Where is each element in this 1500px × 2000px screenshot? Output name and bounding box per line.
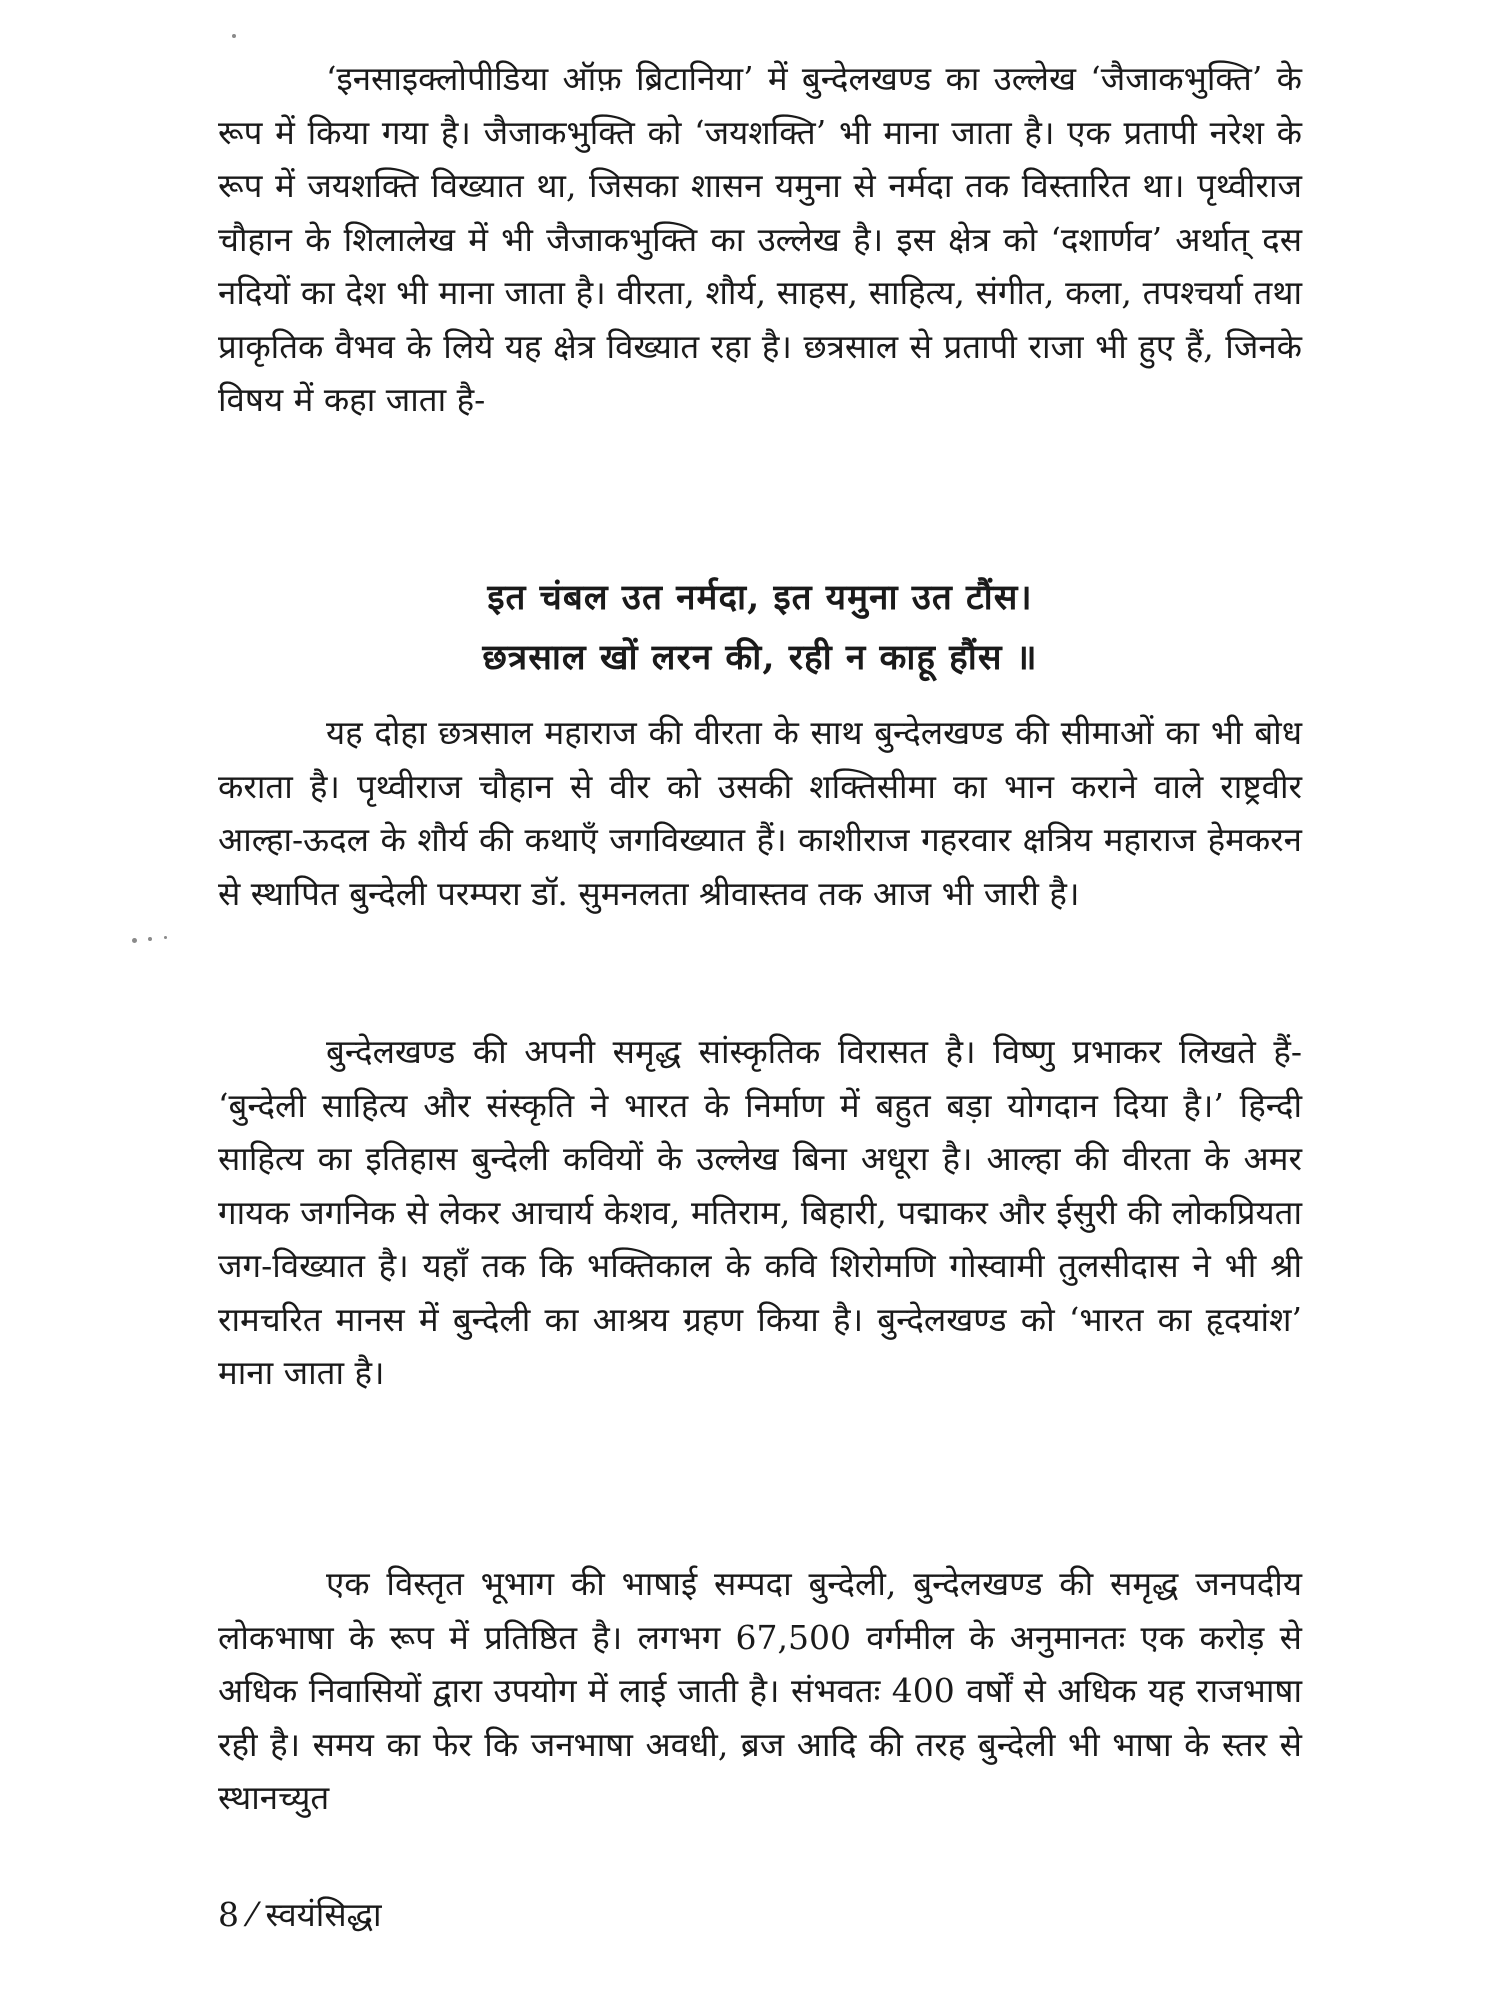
paragraph-text: एक विस्तृत भूभाग की भाषाई सम्पदा बुन्देली, बुन्देलखण्ड की समृद्ध जनपदीय लोकभाषा के रूप में प्रतिष्ठित है। लगभग 67,500 वर्गमील के अनुमानतः एक करोड़ से अधिक निवासियों द्वारा उपयोग में लाई जाती है। संभवतः 400 वर्षों से अधिक यह राजभाषा रही है। समय का फेर कि जनभाषा अवधी, ब्रज आदि की तरह बुन्देली भी भाषा के स्तर से स्थानच्युत [218, 1564, 1302, 1817]
paragraph-jaijakbhukti [218, 52, 1302, 427]
paragraph-text: बुन्देलखण्ड की अपनी समृद्ध सांस्कृतिक विरासत है। विष्णु प्रभाकर लिखते हैं- ‘बुन्देली साहित्य और संस्कृति ने भारत के निर्माण में बहुत बड़ा योगदान दिया है।’ हिन्दी साहित्य का इतिहास बुन्देली कवियों के उल्लेख बिना अधूरा है। आल्हा की वीरता के अमर गायक जगनिक से लेकर आचार्य केशव, मतिराम, बिहारी, पद्माकर और ईसुरी की लोकप्रियता जग-विख्यात है। यहाँ तक कि भक्तिकाल के कवि शिरोमणि गोस्वामी तुलसीदास ने भी श्री रामचरित मानस में बुन्देली का आश्रय ग्रहण किया है। बुन्देलखण्ड को ‘भारत का हृदयांश’ माना जाता है। [218, 1032, 1302, 1392]
paragraph-text: यह दोहा छत्रसाल महाराज की वीरता के साथ बुन्देलखण्ड की सीमाओं का भी बोध कराता है। पृथ्वीराज चौहान से वीर को उसकी शक्तिसीमा का भान कराने वाले राष्ट्रवीर आल्हा-ऊदल के शौर्य की कथाएँ जगविख्यात हैं। काशीराज गहरवार क्षत्रिय महाराज हेमकरन से स्थापित बुन्देली परम्परा डॉ. सुमनलता श्रीवास्तव तक आज भी जारी है। [218, 713, 1303, 913]
paragraph-bundeli-language [218, 1557, 1302, 1825]
print-speck [132, 938, 137, 943]
doha-verse [218, 568, 1302, 688]
paragraph-doha-explanation [218, 706, 1302, 920]
print-speck [164, 936, 167, 939]
print-speck [232, 34, 236, 38]
page-footer: 8 ⁄ स्वयंसिद्धा [218, 1895, 382, 1934]
paragraph-text: ‘इनसाइक्लोपीडिया ऑफ़ ब्रिटानिया’ में बुन्देलखण्ड का उल्लेख ‘जैजाकभुक्ति’ के रूप में किया गया है। जैजाकभुक्ति को ‘जयशक्ति’ भी माना जाता है। एक प्रतापी नरेश के रूप में जयशक्ति विख्यात था, जिसका शासन यमुना से नर्मदा तक विस्तारित था। पृथ्वीराज चौहान के शिलालेख में भी जैजाकभुक्ति का उल्लेख है। इस क्षेत्र को ‘दशार्णव’ अर्थात् दस नदियों का देश भी माना जाता है। वीरता, शौर्य, साहस, साहित्य, संगीत, कला, तपश्चर्या तथा प्राकृतिक वैभव के लिये यह क्षेत्र विख्यात रहा है। छत्रसाल से प्रतापी राजा भी हुए हैं, जिनके विषय में कहा जाता है- [218, 59, 1302, 419]
paragraph-cultural-heritage [218, 1025, 1302, 1400]
verse-line-1: इत चंबल उत नर्मदा, इत यमुना उत टौंस। [487, 577, 1033, 618]
verse-line-2: छत्रसाल खों लरन की, रही न काहू हौंस ॥ [482, 637, 1038, 678]
print-speck [148, 937, 152, 941]
